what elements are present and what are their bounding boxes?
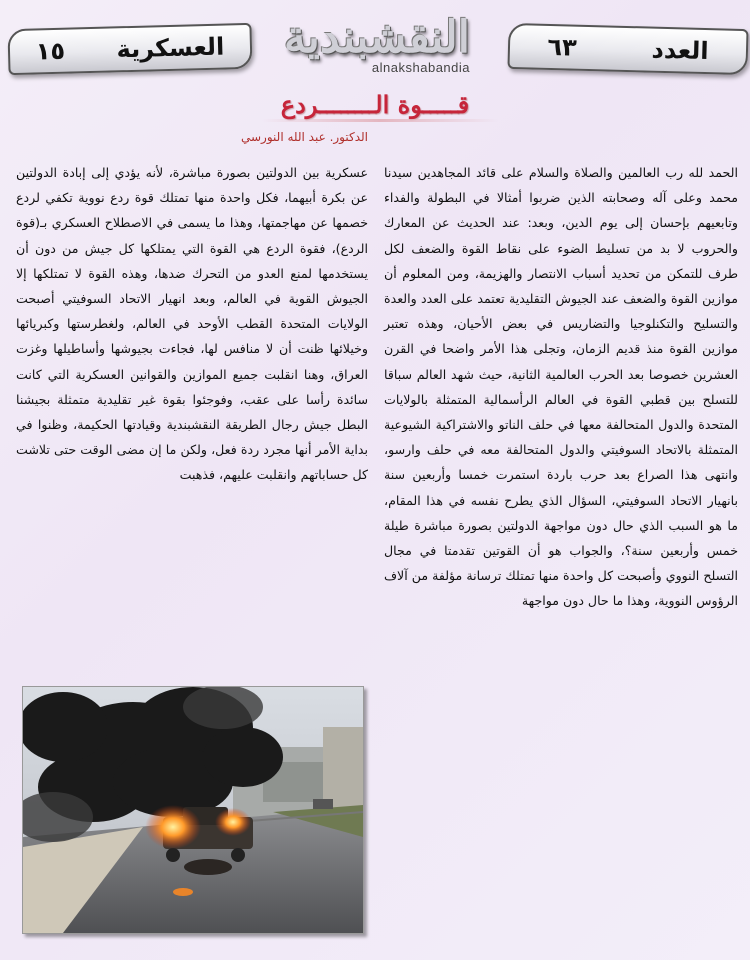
article-paragraph: الحمد لله رب العالمين والصلاة والسلام على قائد المجاهدين سيدنا محمد وعلى آله وصحابته الذين ضربوا أمثالا في البطولة والفداء وتابعيهم بإحسان إلى يوم الدين، وبعد: عند الحديث عن المعارك والحروب لا بد من تسليط الضوء على نقاط القوة والضعف لكل طرف للتمكن من تحديد أسباب الانتصار والهزيمة، ومن المعلوم أن موازين القوة والضعف عند الجيوش التقليدية تعتمد على العدد والعدة والتسليح والتكنلوجيا والتضاريس في بعض الأحيان، وهذه تعتبر موازين القوة منذ قديم الزمان، وتجلى هذا الأمر واضحا في القرن العشرين خصوصا بعد الحرب العالمية الثانية، حيث شهد العالم سباقا للتسلح بين قطبي القوة في العالم الرأسمالية المتمثلة بالولايات المتحدة والدول المتحالفة معها في حلف الناتو والاشتراكية الشيوعية المتمثلة بالاتحاد السوفيتي والدول المتحالفة معه في حلف وارسو، وانتهى هذا الصراع بعد حرب باردة استمرت خمسا وأربعين سنة بانهيار الاتحاد السوفيتي، السؤال الذي يطرح نفسه في هذا المقام، ما هو السبب الذي حال دون مواجهة الدولتين بصورة مباشرة طيلة خمس وأربعين سنة؟، والجواب هو أن القوتين تقدمتا في مجال التسلح النووي وأصبحت كل واحدة منها تمتلك ترسانة مؤلفة من آلاف الرؤوس النووية، وهذا ما حال دون مواجهة [384, 165, 738, 609]
issue-number: ٦٣ [547, 32, 578, 62]
issue-banner [507, 23, 748, 75]
article-author: الدكتور. عبد الله النورسي [240, 130, 368, 144]
logo-text: النقشبندية [284, 12, 470, 63]
issue-label: العدد [651, 35, 709, 66]
logo-latin-text: alnakshabandia [371, 60, 470, 75]
title-underline [262, 119, 498, 122]
page-header [0, 0, 750, 90]
article-column-right [384, 160, 738, 614]
page-number: ١٥ [35, 36, 66, 66]
section-banner [7, 23, 252, 75]
article-column-left [16, 160, 368, 488]
photo-illustration [23, 687, 363, 933]
article-paragraph: عسكرية بين الدولتين بصورة مباشرة، لأنه يؤدي إلى إبادة الدولتين عن بكرة أبيهما، فكل واحدة منها تمتلك قوة ردع نووية تكفي لردع خصمها عن مهاجمتها، وهذا ما يسمى في الاصطلاح العسكري بـ(قوة الردع)، فقوة الردع هي القوة التي يمتلكها كل جيش من دون أن يستخدمها لمنع العدو من التحرك ضدها، وهذه القوة لا تمتلكها إلا الجيوش القوية في العالم، وبعد انهيار الاتحاد السوفيتي أصبحت الولايات المتحدة القطب الأوحد في العالم، ولغطرستها وكبريائها وخيلائها ظنت أن لا منافس لها، فجاءت بجيوشها وأساطيلها وغزت العراق، وهنا انقلبت جميع الموازين والقوانين العسكرية التي كانت سائدة رأسا على عقب، وفوجئوا بقوة غير تقليدية متمثلة بجيشنا البطل جيش رجال الطريقة النقشبندية وقيادتها الحكيمة، وظنوا في بداية الأمر أنها مجرد ردة فعل، ولكن ما إن مضى الوقت حتى تلاشت كل حساباتهم وانقلبت عليهم، فذهبت [16, 165, 368, 483]
article-title: قـــــوة الــــــــردع [280, 90, 470, 119]
section-label: العسكرية [116, 32, 225, 64]
burning-vehicle-photo [22, 686, 364, 934]
magazine-logo [266, 12, 488, 78]
